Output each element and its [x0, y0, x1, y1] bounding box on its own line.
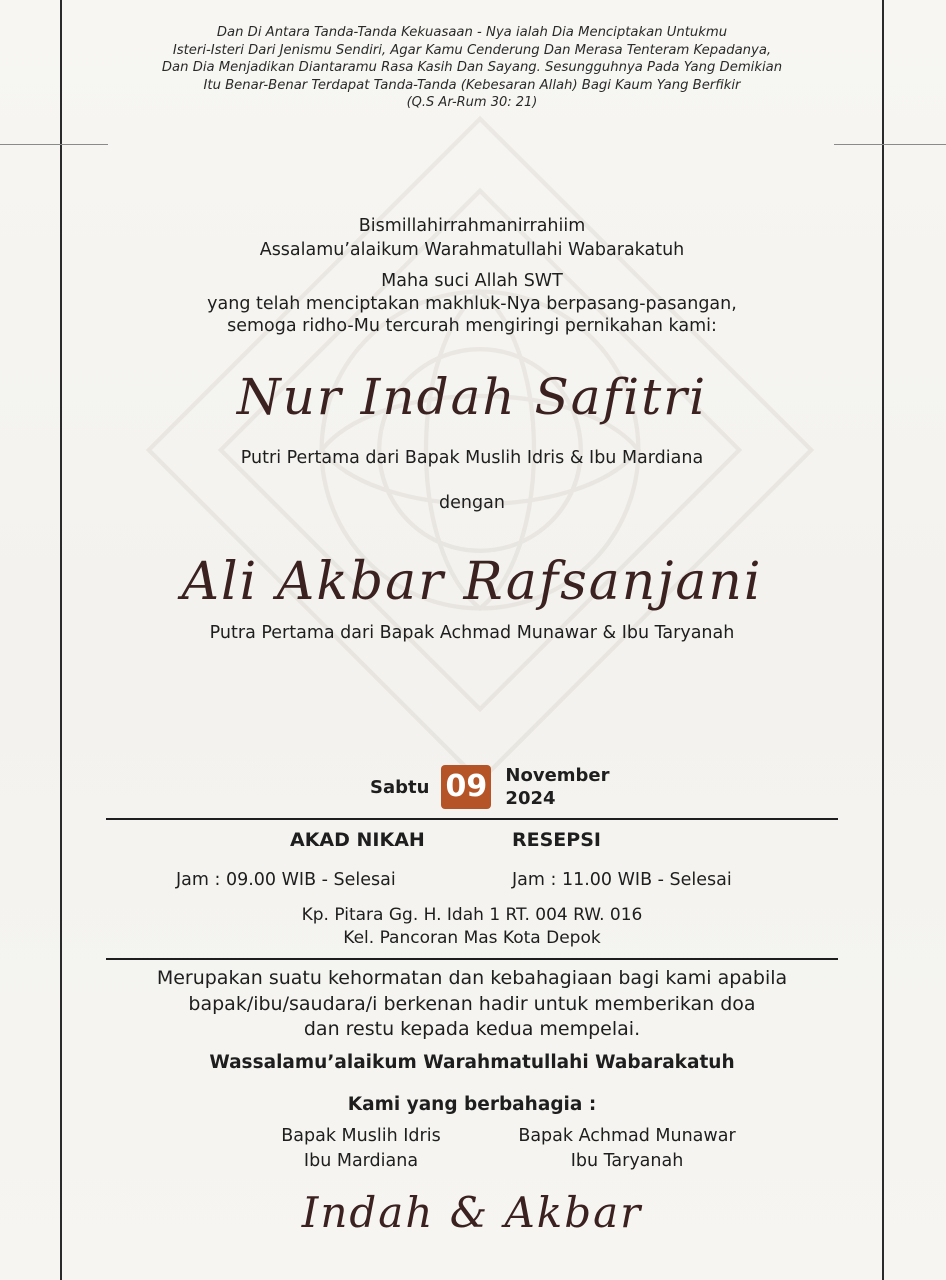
groom-father: Bapak Achmad Munawar [518, 1126, 736, 1146]
bride-name: Nur Indah Safitri [236, 368, 708, 426]
date-year: 2024 [505, 788, 556, 809]
left-edge-rule [0, 144, 108, 145]
verse-reference: (Q.S Ar-Rum 30: 21) [406, 95, 538, 111]
bismillah-text: Bismillahirrahmanirrahiim [358, 216, 586, 236]
verse-line: Dan Dia Menjadikan Diantaramu Rasa Kasih Dan Sayang. Sesungguhnya Pada Yang Demikian [161, 60, 783, 76]
date-number-badge: 09 [441, 765, 491, 809]
divider-bottom [106, 958, 838, 960]
address-line: Kel. Pancoran Mas Kota Depok [343, 928, 601, 948]
opening-greeting [62, 214, 882, 262]
groom-name: Ali Akbar Rafsanjani [181, 552, 763, 612]
date-month-year [505, 764, 609, 810]
quran-verse [62, 24, 882, 112]
kami-yang-berbahagia: Kami yang berbahagia : [347, 1094, 597, 1115]
venue-address [62, 904, 882, 950]
date-month: November [505, 765, 610, 786]
akad-time: Jam : 09.00 WIB - Selesai [176, 870, 396, 890]
address-line: Kp. Pitara Gg. H. Idah 1 RT. 004 RW. 016 [301, 905, 643, 925]
groom-family [478, 1124, 776, 1174]
right-edge-rule [834, 144, 946, 145]
wedding-date [370, 762, 610, 812]
closing-paragraph [62, 966, 882, 1043]
right-border-line [882, 0, 884, 1280]
divider-top [106, 818, 838, 820]
salam-text: Assalamu’alaikum Warahmatullahi Wabarakatuh [259, 240, 685, 260]
groom-mother: Ibu Taryanah [570, 1151, 684, 1171]
connector-text: dengan [439, 493, 505, 513]
closing-line: Merupakan suatu kehormatan dan kebahagiaan bagi kami apabila [156, 967, 788, 989]
resepsi-time: Jam : 11.00 WIB - Selesai [512, 870, 732, 890]
akad-title: AKAD NIKAH [290, 829, 425, 851]
groom-parents: Putra Pertama dari Bapak Achmad Munawar & Ibu Taryanah [209, 623, 735, 643]
bride-family [244, 1124, 478, 1174]
closing-line: dan restu kepada kedua mempelai. [303, 1018, 641, 1040]
intro-paragraph [62, 270, 882, 338]
intro-line: Maha suci Allah SWT [381, 271, 563, 291]
bride-mother: Ibu Mardiana [303, 1151, 419, 1171]
intro-line: yang telah menciptakan makhluk-Nya berpasang-pasangan, [207, 293, 737, 314]
closing-line: bapak/ibu/saudara/i berkenan hadir untuk memberikan doa [188, 992, 756, 1015]
closing-salam: Wassalamu’alaikum Warahmatullahi Wabarakatuh [209, 1052, 735, 1073]
verse-line: Dan Di Antara Tanda-Tanda Kekuasaan - Nya ialah Dia Menciptakan Untukmu [216, 25, 728, 40]
bride-father: Bapak Muslih Idris [281, 1126, 441, 1146]
date-day: Sabtu [370, 776, 430, 798]
intro-line: semoga ridho-Mu tercurah mengiringi pernikahan kami: [227, 316, 717, 336]
bride-parents: Putri Pertama dari Bapak Muslih Idris & Ibu Mardiana [240, 448, 704, 468]
resepsi-title: RESEPSI [512, 829, 601, 851]
couple-signature: Indah & Akbar [301, 1188, 643, 1237]
verse-line: Isteri-Isteri Dari Jenismu Sendiri, Agar Kamu Cenderung Dan Merasa Tenteram Kepadanya, [172, 42, 772, 58]
verse-line: Itu Benar-Benar Terdapat Tanda-Tanda (Kebesaran Allah) Bagi Kaum Yang Berfikir [203, 77, 741, 93]
